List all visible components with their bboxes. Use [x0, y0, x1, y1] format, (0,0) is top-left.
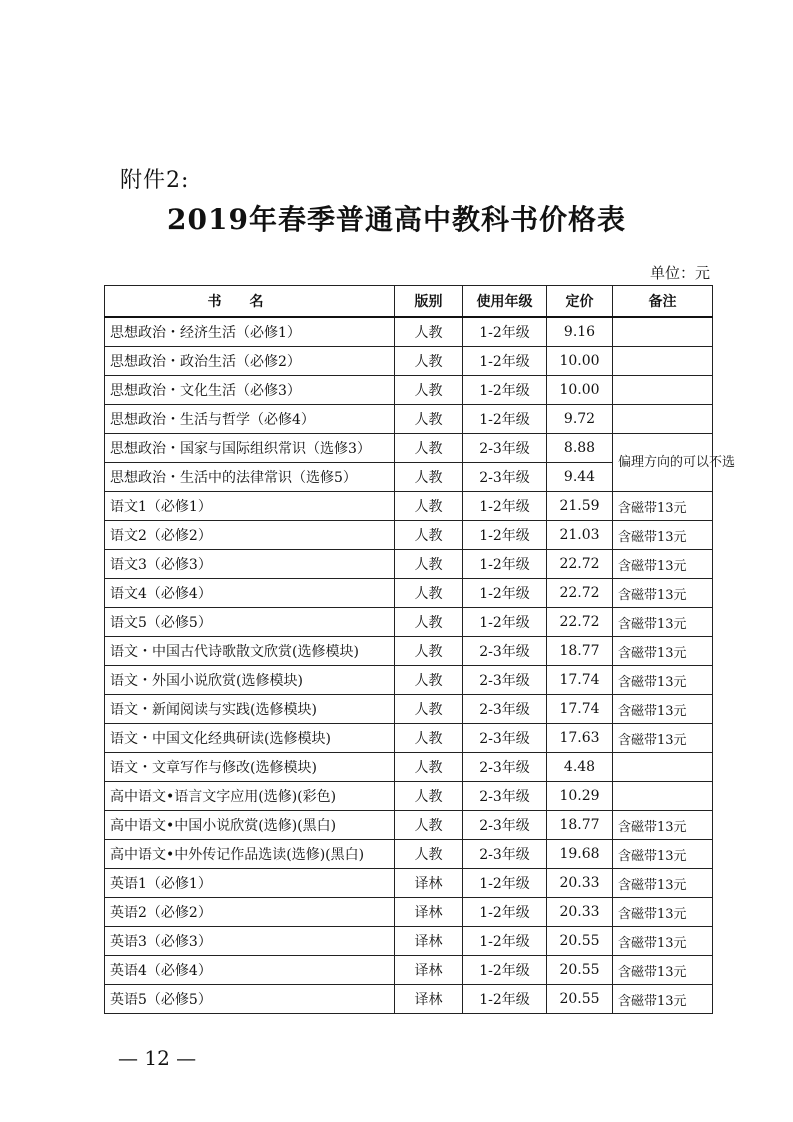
book-name-cell: 语文2（必修2） [105, 521, 395, 550]
book-name-cell: 语文・中国古代诗歌散文欣赏(选修模块) [105, 637, 395, 666]
book-name-cell: 语文・文章写作与修改(选修模块) [105, 753, 395, 782]
price-cell: 17.74 [547, 666, 613, 695]
edition-cell: 人教 [395, 811, 463, 840]
remark-cell: 含磁带13元 [613, 956, 713, 985]
edition-cell: 人教 [395, 550, 463, 579]
price-cell: 21.59 [547, 492, 613, 521]
remark-cell: 含磁带13元 [613, 985, 713, 1014]
book-name-cell: 英语5（必修5） [105, 985, 395, 1014]
book-name-cell: 语文・外国小说欣赏(选修模块) [105, 666, 395, 695]
table-row [105, 637, 713, 666]
table-row [105, 317, 713, 347]
book-name-cell: 思想政治・文化生活（必修3） [105, 376, 395, 405]
grade-cell: 1-2年级 [463, 347, 547, 376]
price-cell: 10.29 [547, 782, 613, 811]
page-title: 2019年春季普通高中教科书价格表 [167, 203, 626, 236]
price-cell: 10.00 [547, 376, 613, 405]
price-cell: 10.00 [547, 347, 613, 376]
grade-cell: 1-2年级 [463, 869, 547, 898]
edition-cell: 人教 [395, 434, 463, 463]
remark-cell: 含磁带13元 [613, 550, 713, 579]
header-edition: 版别 [395, 286, 463, 318]
edition-cell: 人教 [395, 579, 463, 608]
price-cell: 8.88 [547, 434, 613, 463]
remark-cell: 含磁带13元 [613, 608, 713, 637]
table-header-row [105, 286, 713, 318]
price-cell: 20.55 [547, 927, 613, 956]
book-name-cell: 语文・新闻阅读与实践(选修模块) [105, 695, 395, 724]
edition-cell: 人教 [395, 637, 463, 666]
table-row [105, 579, 713, 608]
book-name-cell: 语文1（必修1） [105, 492, 395, 521]
remark-cell [613, 753, 713, 782]
book-name-cell: 英语4（必修4） [105, 956, 395, 985]
price-cell: 9.44 [547, 463, 613, 492]
remark-cell [613, 405, 713, 434]
price-cell: 20.55 [547, 956, 613, 985]
remark-cell [613, 782, 713, 811]
remark-cell [613, 376, 713, 405]
table-row [105, 434, 713, 463]
book-name-cell: 英语1（必修1） [105, 869, 395, 898]
book-name-cell: 语文4（必修4） [105, 579, 395, 608]
remark-cell: 含磁带13元 [613, 898, 713, 927]
edition-cell: 译林 [395, 985, 463, 1014]
remark-cell: 含磁带13元 [613, 492, 713, 521]
header-remark: 备注 [613, 286, 713, 318]
price-cell: 20.33 [547, 869, 613, 898]
edition-cell: 译林 [395, 869, 463, 898]
book-name-cell: 思想政治・国家与国际组织常识（选修3） [105, 434, 395, 463]
table-row [105, 347, 713, 376]
book-name-cell: 高中语文•语言文字应用(选修)(彩色) [105, 782, 395, 811]
price-cell: 19.68 [547, 840, 613, 869]
price-cell: 9.16 [547, 317, 613, 347]
table-row [105, 550, 713, 579]
remark-cell [613, 347, 713, 376]
table-row [105, 521, 713, 550]
attachment-label: 附件2: [120, 168, 190, 193]
table-row [105, 376, 713, 405]
grade-cell: 2-3年级 [463, 753, 547, 782]
remark-cell: 含磁带13元 [613, 840, 713, 869]
price-cell: 21.03 [547, 521, 613, 550]
price-cell: 9.72 [547, 405, 613, 434]
edition-cell: 人教 [395, 463, 463, 492]
price-cell: 18.77 [547, 637, 613, 666]
edition-cell: 人教 [395, 608, 463, 637]
book-name-cell: 思想政治・经济生活（必修1） [105, 317, 395, 347]
edition-cell: 人教 [395, 317, 463, 347]
book-name-cell: 高中语文•中外传记作品选读(选修)(黑白) [105, 840, 395, 869]
edition-cell: 人教 [395, 782, 463, 811]
edition-cell: 人教 [395, 840, 463, 869]
remark-cell [613, 317, 713, 347]
remark-cell-merged: 偏理方向的可以不选 [613, 434, 713, 492]
table-row [105, 869, 713, 898]
header-price: 定价 [547, 286, 613, 318]
edition-cell: 人教 [395, 492, 463, 521]
table-row [105, 695, 713, 724]
grade-cell: 2-3年级 [463, 811, 547, 840]
edition-cell: 人教 [395, 521, 463, 550]
grade-cell: 2-3年级 [463, 434, 547, 463]
grade-cell: 2-3年级 [463, 840, 547, 869]
grade-cell: 1-2年级 [463, 898, 547, 927]
edition-cell: 人教 [395, 347, 463, 376]
header-name: 书名 [105, 286, 395, 318]
edition-cell: 人教 [395, 666, 463, 695]
remark-cell: 含磁带13元 [613, 521, 713, 550]
grade-cell: 1-2年级 [463, 927, 547, 956]
edition-cell: 译林 [395, 927, 463, 956]
remark-cell: 含磁带13元 [613, 637, 713, 666]
table-row [105, 840, 713, 869]
grade-cell: 1-2年级 [463, 579, 547, 608]
grade-cell: 2-3年级 [463, 782, 547, 811]
header-grade: 使用年级 [463, 286, 547, 318]
table-row [105, 666, 713, 695]
book-name-cell: 思想政治・生活与哲学（必修4） [105, 405, 395, 434]
remark-cell: 含磁带13元 [613, 724, 713, 753]
edition-cell: 人教 [395, 405, 463, 434]
price-cell: 20.33 [547, 898, 613, 927]
price-table [104, 285, 736, 1014]
price-cell: 22.72 [547, 579, 613, 608]
grade-cell: 1-2年级 [463, 521, 547, 550]
grade-cell: 1-2年级 [463, 405, 547, 434]
table-body [105, 317, 736, 1014]
book-name-cell: 语文3（必修3） [105, 550, 395, 579]
remark-cell: 含磁带13元 [613, 811, 713, 840]
page-number: — 12 — [118, 1046, 197, 1070]
grade-cell: 2-3年级 [463, 463, 547, 492]
price-cell: 20.55 [547, 985, 613, 1014]
price-cell: 4.48 [547, 753, 613, 782]
book-name-cell: 语文・中国文化经典研读(选修模块) [105, 724, 395, 753]
price-cell: 22.72 [547, 608, 613, 637]
remark-cell: 含磁带13元 [613, 666, 713, 695]
grade-cell: 1-2年级 [463, 317, 547, 347]
table-row [105, 753, 713, 782]
grade-cell: 2-3年级 [463, 666, 547, 695]
grade-cell: 2-3年级 [463, 724, 547, 753]
table-row [105, 927, 713, 956]
price-cell: 17.74 [547, 695, 613, 724]
table-row [105, 956, 713, 985]
price-cell: 17.63 [547, 724, 613, 753]
grade-cell: 1-2年级 [463, 492, 547, 521]
table-row [105, 898, 713, 927]
remark-cell: 含磁带13元 [613, 927, 713, 956]
grade-cell: 1-2年级 [463, 376, 547, 405]
edition-cell: 人教 [395, 724, 463, 753]
book-name-cell: 思想政治・政治生活（必修2） [105, 347, 395, 376]
book-name-cell: 思想政治・生活中的法律常识（选修5） [105, 463, 395, 492]
remark-cell: 含磁带13元 [613, 695, 713, 724]
edition-cell: 译林 [395, 898, 463, 927]
edition-cell: 译林 [395, 956, 463, 985]
table-row [105, 724, 713, 753]
table-row [105, 782, 713, 811]
book-name-cell: 语文5（必修5） [105, 608, 395, 637]
edition-cell: 人教 [395, 695, 463, 724]
price-cell: 22.72 [547, 550, 613, 579]
table-row [105, 608, 713, 637]
remark-cell: 含磁带13元 [613, 579, 713, 608]
grade-cell: 1-2年级 [463, 550, 547, 579]
table-row [105, 405, 713, 434]
table-row [105, 492, 713, 521]
edition-cell: 人教 [395, 376, 463, 405]
book-name-cell: 英语3（必修3） [105, 927, 395, 956]
grade-cell: 2-3年级 [463, 637, 547, 666]
price-cell: 18.77 [547, 811, 613, 840]
book-name-cell: 英语2（必修2） [105, 898, 395, 927]
grade-cell: 1-2年级 [463, 608, 547, 637]
table-row [105, 985, 713, 1014]
grade-cell: 1-2年级 [463, 985, 547, 1014]
grade-cell: 1-2年级 [463, 956, 547, 985]
remark-cell: 含磁带13元 [613, 869, 713, 898]
grade-cell: 2-3年级 [463, 695, 547, 724]
unit-label: 单位：元 [649, 264, 710, 282]
book-name-cell: 高中语文•中国小说欣赏(选修)(黑白) [105, 811, 395, 840]
table-row [105, 811, 713, 840]
edition-cell: 人教 [395, 753, 463, 782]
